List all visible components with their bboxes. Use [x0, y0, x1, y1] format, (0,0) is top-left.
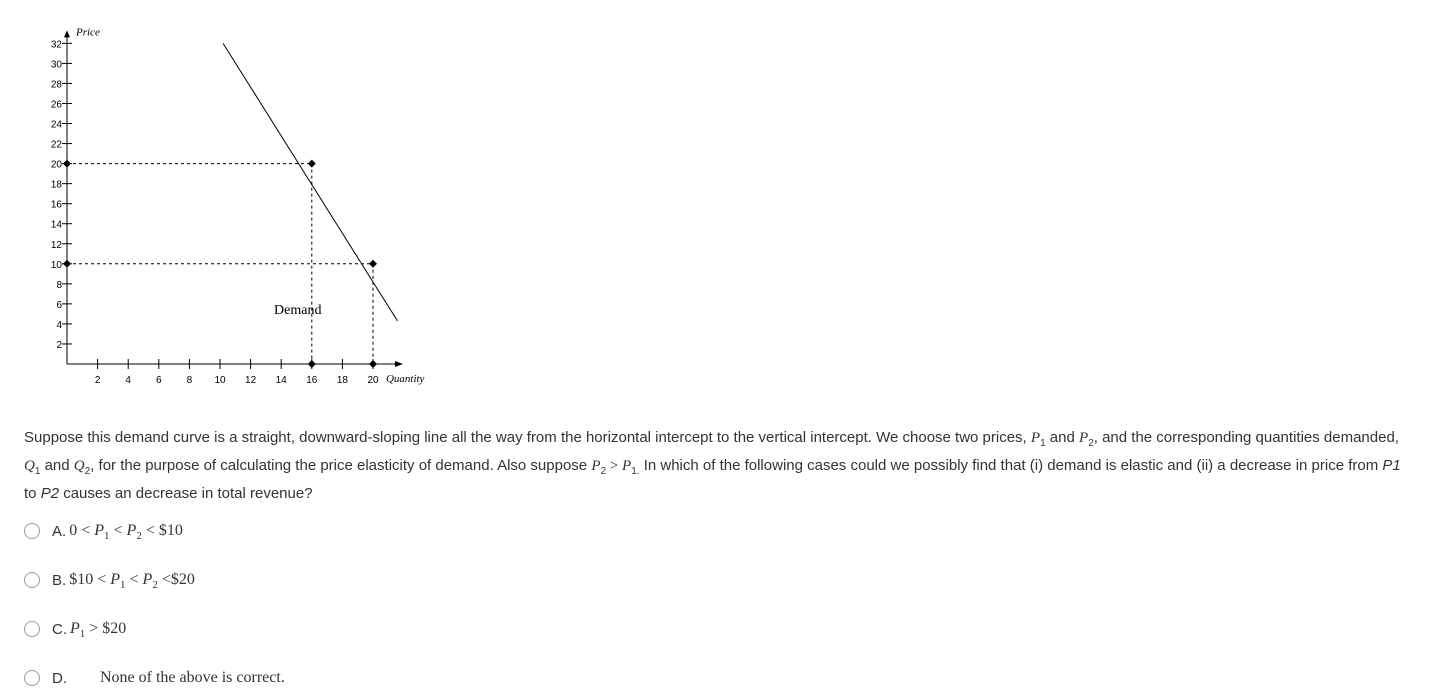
- demand-label: Demand: [274, 302, 322, 318]
- chart-axes: [64, 30, 403, 367]
- y-axis-marker: [63, 260, 71, 268]
- option-d[interactable]: D. None of the above is correct.: [24, 667, 285, 689]
- y-axis-label: Price: [76, 26, 100, 39]
- y-tick-label: 2: [56, 339, 62, 351]
- option-c-radio[interactable]: [24, 621, 40, 637]
- option-a[interactable]: A. $0 < P_1 < P_2$ < $10: [24, 520, 183, 542]
- x-tick-label: 10: [214, 375, 226, 386]
- y-tick-label: 20: [50, 159, 62, 171]
- y-tick-label: 12: [50, 239, 62, 251]
- demand-point: [369, 260, 377, 268]
- x-ticks: [95, 359, 379, 386]
- y-tick-label: 22: [50, 139, 62, 151]
- option-a-radio[interactable]: [24, 523, 40, 539]
- y-tick-label: 30: [50, 59, 62, 71]
- y-axis-arrow: [64, 30, 70, 37]
- x-tick-label: 4: [125, 375, 131, 386]
- x-tick-label: 12: [245, 375, 257, 386]
- y-ticks: [51, 39, 72, 351]
- series: [223, 43, 397, 321]
- y-tick-label: 24: [50, 119, 62, 131]
- guide-lines: [67, 164, 373, 364]
- option-b[interactable]: B. $10 < $P_1 < P_2$ <$20: [24, 569, 195, 591]
- x-tick-label: 6: [156, 375, 162, 386]
- x-tick-label: 16: [306, 375, 318, 386]
- y-tick-label: 8: [56, 279, 62, 291]
- x-tick-label: 8: [186, 375, 193, 386]
- y-tick-label: 18: [50, 179, 62, 191]
- option-d-radio[interactable]: [24, 670, 40, 686]
- option-c[interactable]: C. $P_1$ > $20: [24, 618, 126, 640]
- y-tick-label: 10: [50, 259, 62, 271]
- y-axis-marker: [63, 160, 71, 168]
- demand-line: [223, 43, 397, 321]
- y-tick-label: 32: [50, 39, 62, 51]
- x-tick-label: 14: [275, 375, 287, 386]
- option-d-text: None of the above is correct.: [100, 669, 285, 686]
- y-tick-label: 6: [56, 299, 62, 311]
- x-tick-label: 20: [367, 375, 379, 386]
- x-tick-label: 2: [94, 375, 101, 386]
- x-axis-arrow: [395, 361, 403, 367]
- demand-point: [308, 160, 316, 168]
- option-c-text: $P_1$ > $20: [70, 620, 127, 641]
- x-axis-label: Quantity: [385, 373, 425, 385]
- y-tick-label: 28: [50, 79, 62, 91]
- option-a-text: $0 < P_1 < P_2$ < $10: [69, 522, 183, 543]
- y-tick-label: 26: [50, 99, 62, 111]
- x-axis-marker: [369, 360, 377, 368]
- question-text: Suppose this demand curve is a straight, downward-sloping line all the way from the horizontal intercept to the vertical intercept. We choose two prices, $P_1$ and $P_2$, and the corresponding quantities demanded, $Q_1$ and $Q_2$, for the purpose of calculating the price elasticity of demand. Also suppose $P_2 > P_{1.}$ In which of the following cases could we possibly find that (i) demand is elastic and (ii) a decrease in price from P1 to P2 causes an decrease in total revenue?: [24, 429, 1401, 502]
- x-tick-label: 18: [336, 375, 348, 386]
- option-b-text: $10 < $P_1 < P_2$ <$20: [69, 571, 195, 592]
- demand-chart: [0, 0, 470, 400]
- option-b-radio[interactable]: [24, 572, 40, 588]
- y-tick-label: 16: [50, 199, 62, 211]
- x-axis-marker: [308, 360, 316, 368]
- y-tick-label: 14: [50, 219, 62, 231]
- y-tick-label: 4: [56, 319, 62, 331]
